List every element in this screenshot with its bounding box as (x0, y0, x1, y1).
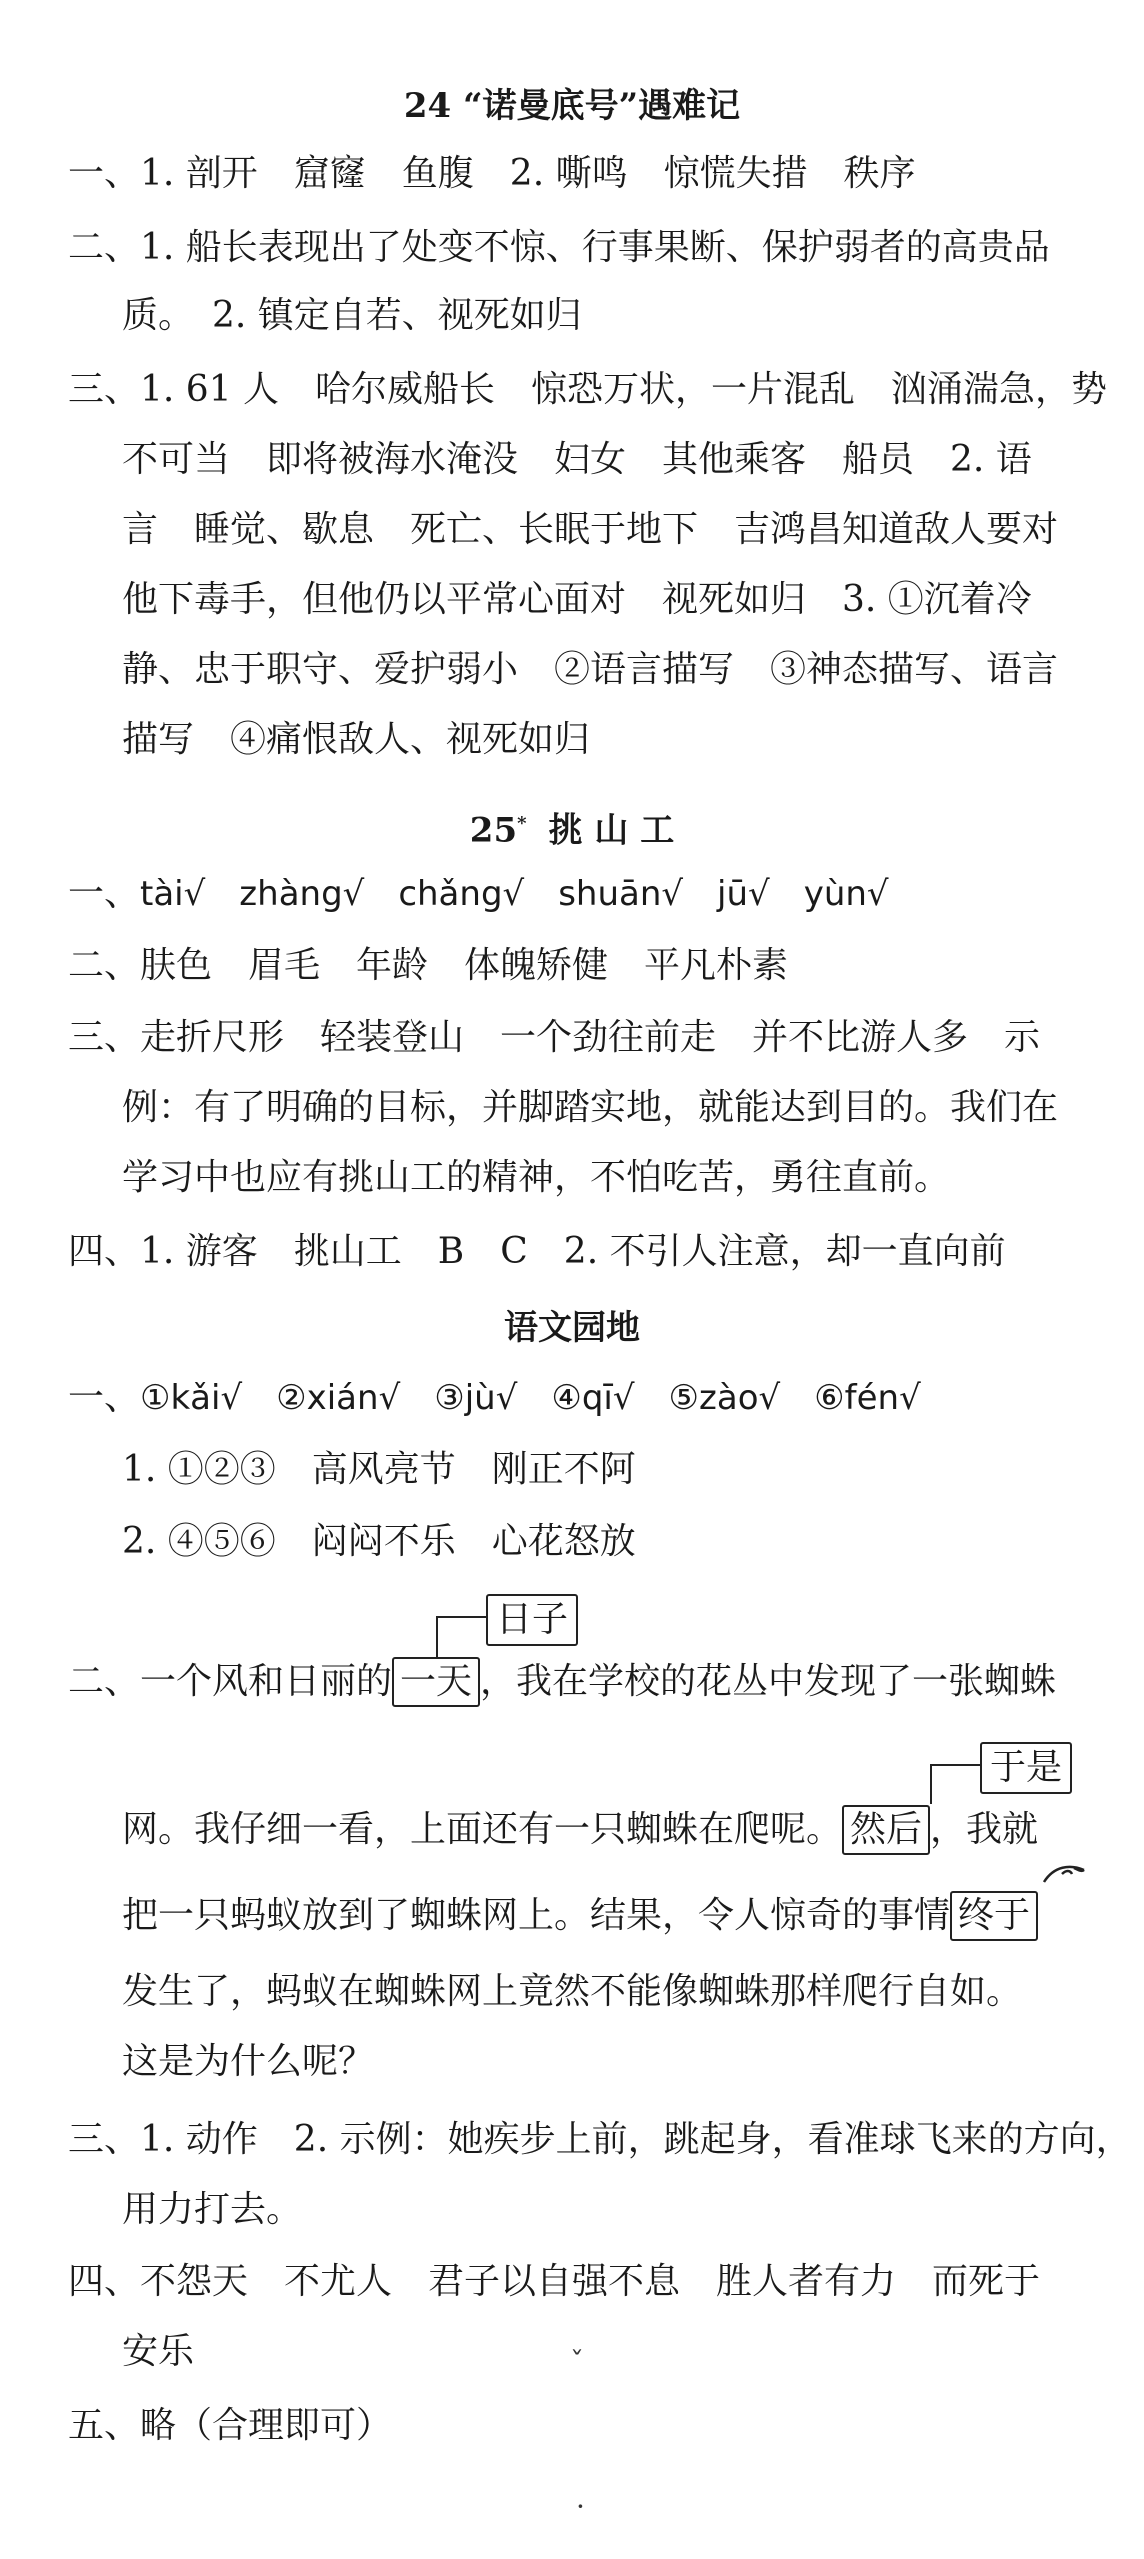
s24-q2-line1: 二、1. 船长表现出了处变不惊、行事果断、保护弱者的高贵品 (68, 227, 1050, 268)
garden-q2-line2-post: ，我就 (930, 1809, 1039, 1850)
garden-q2-line1-post: ，我在学校的花丛中发现了一张蜘蛛 (480, 1661, 1057, 1702)
garden-q1 (68, 1372, 1144, 1424)
garden-title: 语文园地 (504, 1308, 640, 1348)
correction-word-2: 于是 (980, 1742, 1072, 1794)
section-25-title (0, 798, 1144, 856)
garden-q3-line1: 三、1. 动作 2. 示例：她疾步上前，跳起身，看准球飞来的方向， (68, 2119, 1132, 2160)
marked-word-2: 然后 (842, 1805, 930, 1855)
garden-q4-line1: 四、不怨天 不尤人 君子以自强不息 胜人者有力 而死于 (68, 2261, 1041, 2302)
garden-q2-line2 (122, 1804, 1144, 1856)
s24-q3-line6: 描写 ④痛恨敌人、视死如归 (122, 719, 591, 760)
s25-q2: 二、肤色 眉毛 年龄 体魄矫健 平凡朴素 (68, 945, 789, 986)
s24-q3-line5: 静、忠于职守、爱护弱小 ②语言描写 ③神态描写、语言 (122, 649, 1059, 690)
s24-q3-line4: 他下毒手，但他仍以平常心面对 视死如归 3. ①沉着冷 (122, 579, 1032, 620)
section-24-title: 24 “诺曼底号”遇难记 (403, 86, 741, 126)
garden-q1-2: 2. ④⑤⑥ 闷闷不乐 心花怒放 (122, 1521, 636, 1562)
s25-q1-pinyin: tài√ zhàng√ chǎng√ shuān√ jū√ yùn√ (140, 874, 889, 914)
s25-q1 (68, 868, 1144, 920)
garden-q2-line3-pre: 把一只蚂蚁放到了蜘蛛网上。结果，令人惊奇的事情 (122, 1895, 951, 1936)
correction-connector-2 (930, 1764, 982, 1804)
garden-q2-line4: 发生了，蚂蚁在蜘蛛网上竟然不能像蜘蛛那样爬行自如。 (122, 1971, 1023, 2012)
stray-mark-icon: ˇ (570, 2346, 584, 2379)
garden-q2-line2-pre: 网。我仔细一看，上面还有一只蜘蛛在爬呢。 (122, 1809, 843, 1850)
s25-q3-line2: 例：有了明确的目标，并脚踏实地，就能达到目的。我们在 (122, 1087, 1059, 1128)
garden-q2-line3 (122, 1890, 1144, 1942)
s24-q3-line1: 三、1. 61 人 哈尔威船长 惊恐万状，一片混乱 汹涌湍急，势 (68, 369, 1108, 410)
s25-q4: 四、1. 游客 挑山工 B C 2. 不引人注意，却一直向前 (68, 1231, 1006, 1272)
s25-title-star: * (517, 813, 527, 834)
marked-word-1: 一天 (392, 1657, 480, 1707)
s25-title-text: 挑 山 工 (548, 810, 675, 851)
s24-q3-line3: 言 睡觉、歇息 死亡、长眠于地下 吉鸿昌知道敌人要对 (122, 509, 1059, 550)
swap-mark-icon (1040, 1860, 1090, 1890)
page-dot-icon: · (576, 2490, 585, 2523)
correction-word-1: 日子 (486, 1594, 578, 1646)
garden-q1-prefix: 一、 (68, 1377, 141, 1418)
s24-q3-line2: 不可当 即将被海水淹没 妇女 其他乘客 船员 2. 语 (122, 439, 1032, 480)
s25-title-number: 25 (469, 810, 518, 851)
marked-word-3: 终于 (950, 1891, 1038, 1941)
garden-q4-line2: 安乐 (122, 2331, 195, 2372)
s24-q2-line2: 质。 2. 镇定自若、视死如归 (122, 295, 582, 336)
garden-q2-line1 (68, 1656, 1144, 1708)
garden-q1-pinyin: ①kǎi√ ②xián√ ③jù√ ④qī√ ⑤zào√ ⑥fén√ (140, 1378, 921, 1418)
garden-q1-1: 1. ①②③ 高风亮节 刚正不阿 (122, 1449, 636, 1490)
s25-q3-line3: 学习中也应有挑山工的精神，不怕吃苦，勇往直前。 (122, 1157, 951, 1198)
s24-q1: 一、1. 剖开 窟窿 鱼腹 2. 嘶鸣 惊慌失措 秩序 (68, 153, 916, 194)
garden-q2-line5: 这是为什么呢？ (122, 2041, 375, 2082)
garden-q5: 五、略（合理即可） (68, 2405, 393, 2446)
garden-q2-line1-pre: 二、一个风和日丽的 (68, 1661, 393, 1702)
garden-q3-line2: 用力打去。 (122, 2189, 303, 2230)
s25-q1-prefix: 一、 (68, 873, 141, 914)
s25-q3-line1: 三、走折尺形 轻装登山 一个劲往前走 并不比游人多 示 (68, 1017, 1041, 1058)
correction-connector-1 (436, 1616, 488, 1658)
